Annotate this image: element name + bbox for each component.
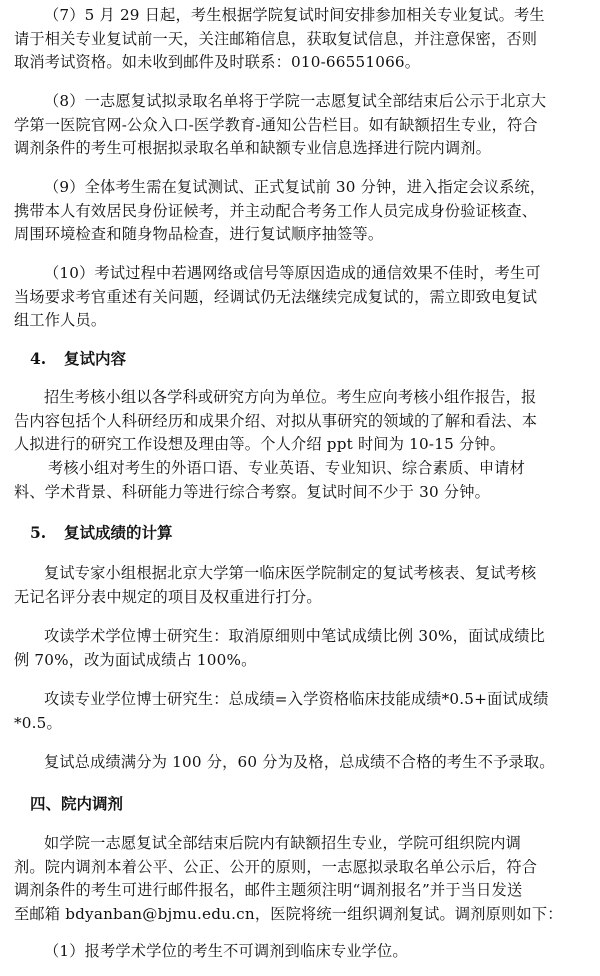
text-line: 当场要求考官重述有关问题，经调试仍无法继续完成复试的，需立即致电复试: [14, 287, 538, 306]
text-line: 调剂条件的考生可进行邮件报名，邮件主题须注明“调剂报名”并于当日发送: [14, 881, 523, 899]
section-number: 5.: [30, 523, 47, 542]
paragraph-content-2: [14, 457, 586, 504]
section-title: 复试内容: [64, 349, 127, 368]
text-line: 如学院一志愿复试全部结束后院内有缺额招生专业，学院可组织院内调: [44, 834, 522, 852]
text-line: *0.5。: [14, 713, 62, 732]
paragraph-7: [14, 4, 586, 75]
chapter-heading: 四、院内调剂: [30, 794, 124, 813]
text-line: （1）报考学术学位的考生不可调剂到临床专业学位。: [44, 942, 408, 960]
text-line: 例 70%，改为面试成绩占 100%。: [14, 650, 257, 669]
paragraph-10: [14, 262, 586, 333]
text-line: 剂。院内调剂本着公平、公正、公开的原则，一志愿拟录取名单公示后，符合: [14, 857, 538, 876]
text-line: 人拟进行的研究工作设想及理由等。个人介绍 ppt 时间为 10-15 分钟。: [14, 435, 506, 453]
section-heading-4: [30, 347, 126, 371]
text-line: 调剂条件的考生可根据拟录取名单和缺额专业信息选择进行院内调剂。: [14, 139, 492, 157]
text-line: 考核小组对考生的外语口语、专业英语、专业知识、综合素质、申请材: [48, 459, 526, 477]
paragraph-9: [14, 176, 586, 247]
text-line: （9）全体考生需在复试测试、正式复试前 30 分钟，进入指定会议系统，: [44, 178, 546, 196]
text-line: 组工作人员。: [14, 311, 107, 329]
section-heading-5: [30, 521, 173, 545]
paragraph-rule-1: [14, 940, 586, 964]
paragraph-8: [14, 90, 586, 161]
text-line: 告内容包括个人科研经历和成果介绍、对拟从事研究的领域的了解和看法、本: [14, 411, 538, 430]
section-title: 复试成绩的计算: [64, 523, 173, 542]
text-line: 取消考试资格。如未收到邮件及时联系：010-66551066。: [14, 53, 421, 71]
text-line: 无记名评分表中规定的项目及权重进行打分。: [14, 587, 322, 606]
paragraph-score-1: [14, 562, 586, 609]
text-line: 学第一医院官网-公众入口-医学教育-通知公告栏目。如有缺额招生专业，符合: [14, 115, 538, 134]
paragraph-score-3: [14, 688, 586, 735]
text-line: 攻读专业学位博士研究生：总成绩=入学资格临床技能成绩*0.5+面试成绩: [44, 690, 549, 708]
text-line: 招生考核小组以各学科或研究方向为单位。考生应向考核小组作报告，报: [44, 388, 537, 406]
paragraph-score-2: [14, 625, 586, 672]
section-number: 4.: [30, 349, 47, 368]
paragraph-score-4: [14, 751, 586, 775]
text-line: （7）5 月 29 日起，考生根据学院复试时间安排参加相关专业复试。考生: [44, 6, 545, 24]
text-line: 料、学术背景、科研能力等进行综合考察。复试时间不少于 30 分钟。: [14, 482, 491, 501]
text-line: 攻读学术学位博士研究生：取消原细则中笔试成绩比例 30%，面试成绩比: [44, 627, 546, 645]
text-line: 携带本人有效居民身份证候考，并主动配合考务工作人员完成身份验证核查、: [14, 201, 538, 220]
text-line: （10）考试过程中若遇网络或信号等原因造成的通信效果不佳时，考生可: [44, 264, 541, 282]
text-line: 复试总成绩满分为 100 分，60 分为及格，总成绩不合格的考生不予录取。: [44, 753, 555, 771]
text-line: 请于相关专业复试前一天，关注邮箱信息，获取复试信息，并注意保密，否则: [14, 29, 538, 48]
paragraph-content-1: [14, 386, 586, 457]
text-line: 周围环境检查和随身物品检查，进行复试顺序抽签等。: [14, 225, 384, 243]
text-line: 至邮箱 bdyanban@bjmu.edu.cn，医院将统一组织调剂复试。调剂原则如下：: [14, 904, 563, 923]
text-line: 复试专家小组根据北京大学第一临床医学院制定的复试考核表、复试考核: [44, 564, 537, 582]
paragraph-adjust: [14, 832, 586, 926]
text-line: （8）一志愿复试拟录取名单将于学院一志愿复试全部结束后公示于北京大: [44, 92, 547, 110]
